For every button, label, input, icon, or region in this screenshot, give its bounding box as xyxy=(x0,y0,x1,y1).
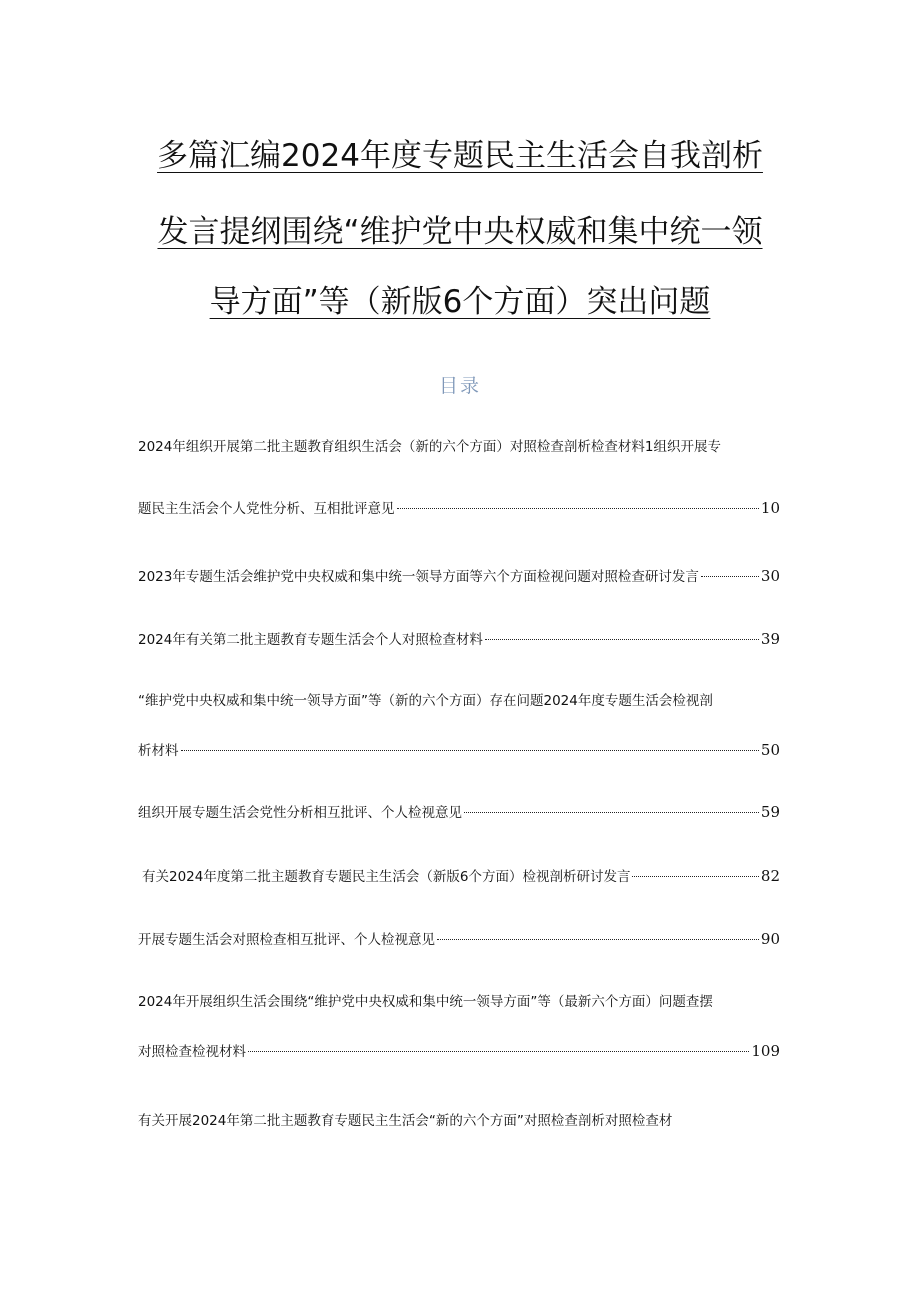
toc-entry-text: 开展专题生活会对照检查相互批评、个人检视意见 xyxy=(138,932,435,948)
toc-entry-8-line-2[interactable] xyxy=(138,1041,783,1062)
toc-entry-2[interactable] xyxy=(138,566,783,587)
dot-leader xyxy=(248,1051,749,1052)
dot-leader xyxy=(701,576,759,577)
toc-entry-text: 题民主生活会个人党性分析、互相批评意见 xyxy=(138,501,395,517)
toc-entry-text: 2024年组织开展第二批主题教育组织生活会（新的六个方面）对照检查剖析检查材料1组织开展专 xyxy=(138,439,721,455)
toc-page-number: 39 xyxy=(760,630,780,648)
toc-entry-text: 2023年专题生活会维护党中央权威和集中统一领导方面等六个方面检视问题对照检查研讨发言 xyxy=(138,569,699,585)
toc-page-number: 109 xyxy=(751,1042,780,1060)
dot-leader xyxy=(181,750,759,751)
toc-entry-text: 对照检查检视材料 xyxy=(138,1044,246,1060)
toc-entry-4-line-1[interactable] xyxy=(138,691,783,711)
dot-leader xyxy=(632,876,758,877)
toc-entry-9[interactable] xyxy=(138,1111,783,1131)
dot-leader xyxy=(464,812,759,813)
toc-entry-text: “维护党中央权威和集中统一领导方面”等（新的六个方面）存在问题2024年度专题生活会检视剖 xyxy=(138,693,713,709)
toc-entry-text: 组织开展专题生活会党性分析相互批评、个人检视意见 xyxy=(138,805,462,821)
document-title-line-1: 多篇汇编2024年度专题民主生活会自我剖析 xyxy=(157,138,763,174)
toc-page-number: 82 xyxy=(760,867,780,885)
toc-entry-4-line-2[interactable] xyxy=(138,740,783,761)
toc-page-number: 30 xyxy=(760,567,780,585)
toc-page-number: 50 xyxy=(760,741,780,759)
toc-entry-6[interactable] xyxy=(142,866,783,887)
toc-entry-text: 有关2024年度第二批主题教育专题民主生活会（新版6个方面）检视剖析研讨发言 xyxy=(142,869,631,885)
toc-page-number: 10 xyxy=(760,499,780,517)
toc-entry-1-line-2[interactable] xyxy=(138,498,783,519)
toc-entry-5[interactable] xyxy=(138,802,783,823)
toc-page-number: 90 xyxy=(760,930,780,948)
dot-leader xyxy=(437,939,759,940)
toc-entry-3[interactable] xyxy=(138,629,783,650)
dot-leader xyxy=(485,639,759,640)
toc-entry-text: 析材料 xyxy=(138,743,179,759)
toc-entry-text: 2024年开展组织生活会围绕“维护党中央权威和集中统一领导方面”等（最新六个方面）问题查摆 xyxy=(138,994,713,1010)
toc-entry-8-line-1[interactable] xyxy=(138,992,783,1012)
toc-entry-1-line-1[interactable] xyxy=(138,437,783,457)
document-title-line-3: 导方面”等（新版6个方面）突出问题 xyxy=(209,284,711,320)
toc-entry-7[interactable] xyxy=(138,929,783,950)
dot-leader xyxy=(397,508,759,509)
toc-entry-text: 有关开展2024年第二批主题教育专题民主生活会“新的六个方面”对照检查剖析对照检查材 xyxy=(138,1113,673,1129)
toc-page-number: 59 xyxy=(760,803,780,821)
document-title-line-2: 发言提纲围绕“维护党中央权威和集中统一领 xyxy=(157,214,763,250)
toc-entry-text: 2024年有关第二批主题教育专题生活会个人对照检查材料 xyxy=(138,632,483,648)
toc-heading: 目录 xyxy=(438,375,481,397)
